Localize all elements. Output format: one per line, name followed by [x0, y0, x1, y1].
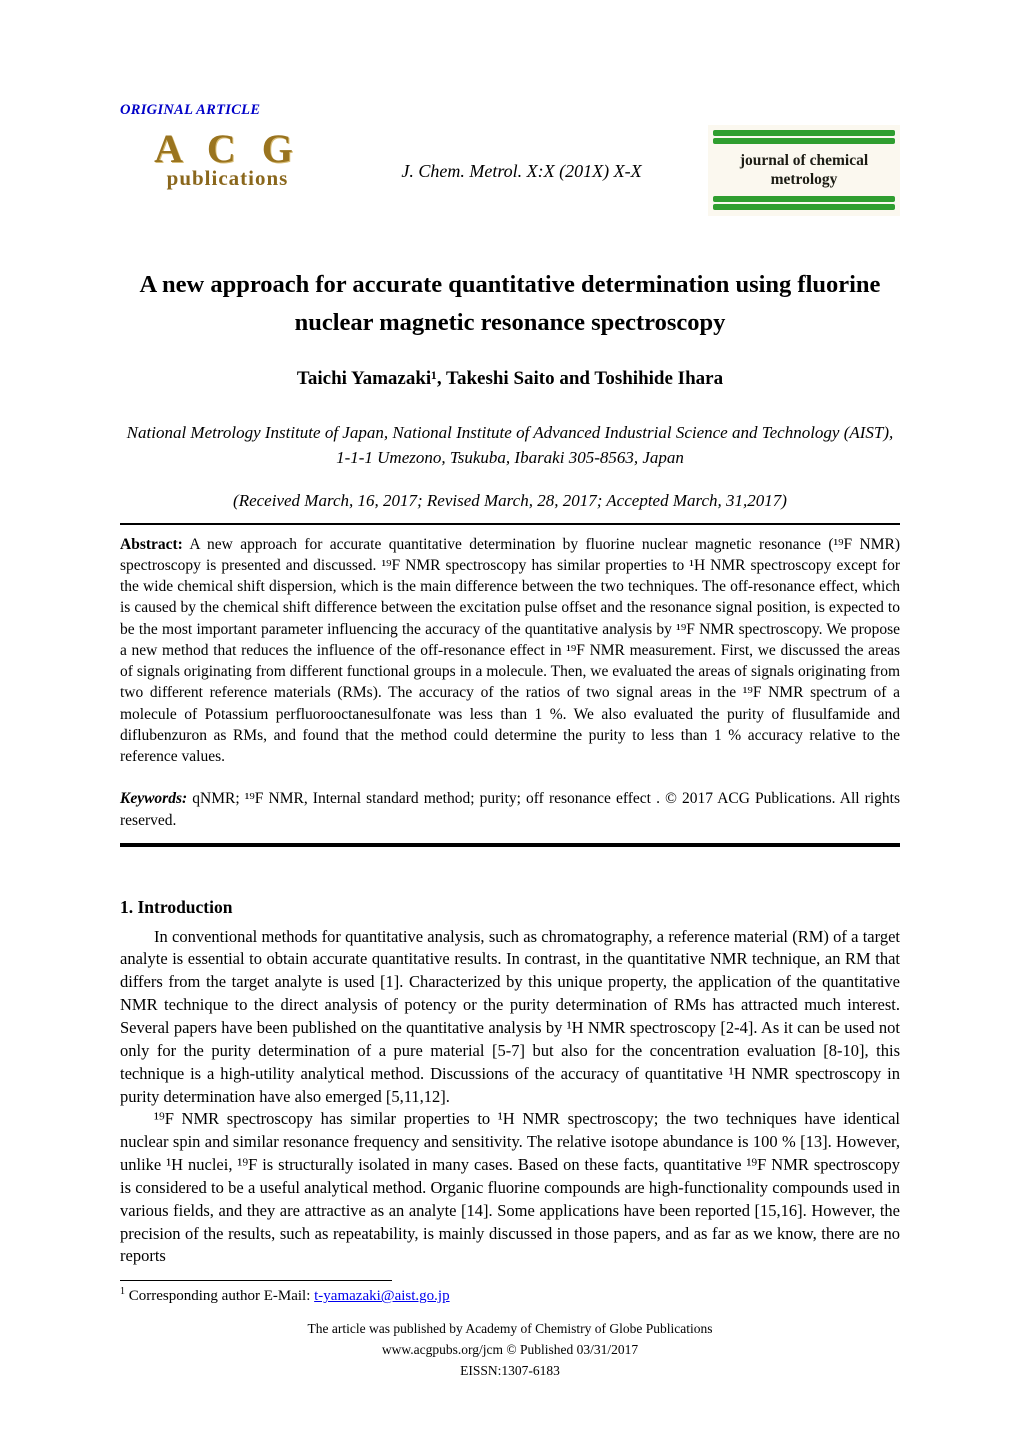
footer-line-1: The article was published by Academy of Chemistry of Globe Publications [307, 1321, 713, 1337]
footnote-text: Corresponding author E-Mail: [125, 1288, 315, 1305]
intro-paragraph-2: ¹⁹F NMR spectroscopy has similar properties to ¹H NMR spectroscopy; the two techniques have identical nuclear spin and similar resonance frequency and sensitivity. The relative isotope abundance is 100 % [13]. However, unlike ¹H nuclei, ¹⁹F is structurally isolated in many cases. Based on these facts, quantitative ¹⁹F NMR spectroscopy is considered to be a useful analytical method. Organic fluorine compounds are high-functionality compounds used in various fields, and they are attractive as an analyte [14]. Some applications have been reported [15,16]. However, the precision of the results, such as repeatability, is mainly discussed in those papers, and as far as we know, there are no reports [120, 1109, 900, 1266]
divider-thin [120, 523, 900, 525]
abstract-label: Abstract: [120, 535, 183, 553]
divider-thick [120, 843, 900, 847]
footnote-divider [120, 1280, 392, 1281]
footer-line-2: www.acgpubs.org/jcm © Published 03/31/2017 [381, 1342, 639, 1358]
green-bar-icon [713, 196, 895, 202]
abstract-text: A new approach for accurate quantitative determination by fluorine nuclear magnetic resonance (¹⁹F NMR) spectroscopy is presented and discussed. ¹⁹F NMR spectroscopy has similar properties to ¹H NMR spectroscopy except for the wide chemical shift dispersion, which is the main difference between the two techniques. The off-resonance effect, which is caused by the chemical shift difference between the excitation pulse offset and the resonance signal position, is expected to be the most important parameter influencing the accuracy of the quantitative analysis by ¹⁹F NMR spectroscopy. We propose a new method that reduces the influence of the off-resonance effect in ¹⁹F NMR measurement. First, we discussed the areas of signals originating from different functional groups in a molecule. Then, we evaluated the areas of signals originating from two different reference materials (RMs). The accuracy of the ratios of two signal areas in the ¹⁹F NMR spectrum of a molecule of Potassium perfluorooctanesulfonate was less than 1 %. We also evaluated the purity of flusulfamide and diflubenzuron as RMs, and found that the method could determine the purity to less than 1 % accuracy relative to the reference values. [120, 535, 900, 766]
acg-logo-subtitle: publications [166, 166, 289, 190]
received-revised-accepted-line: (Received March, 16, 2017; Revised March, 28, 2017; Accepted March, 31,2017) [233, 490, 787, 510]
section-heading-introduction: 1. Introduction [120, 896, 233, 917]
footnote [120, 1286, 900, 1305]
footnote-marker: 1 [120, 1286, 125, 1298]
keywords-paragraph [120, 788, 900, 831]
article-type-label: ORIGINAL ARTICLE [120, 102, 261, 118]
authors-line: Taichi Yamazaki¹, Takeshi Saito and Toshihide Ihara [296, 367, 724, 389]
journal-citation: J. Chem. Metrol. X:X (201X) X-X [401, 161, 642, 181]
keywords-text: qNMR; ¹⁹F NMR, Internal standard method; purity; off resonance effect . © 2017 ACG Publications. All rights reserved. [120, 790, 900, 829]
journal-logo-line2: metrology [770, 171, 838, 189]
acg-publications-logo [120, 125, 335, 191]
acg-logo-letters: A C G [154, 126, 301, 171]
affiliation-line: National Metrology Institute of Japan, National Institute of Advanced Industrial Science and Technology (AIST), 1-1-1 Umezono, Tsukuba, Ibaraki 305-8563, Japan [126, 422, 894, 468]
journal-logo-text [713, 146, 895, 194]
journal-logo-line1: journal of chemical [739, 152, 869, 169]
footer-line-3: EISSN:1307-6183 [460, 1363, 560, 1379]
green-bar-icon [713, 130, 895, 136]
page-footer [120, 1319, 900, 1382]
intro-paragraph-1: In conventional methods for quantitative analysis, such as chromatography, a reference material (RM) of a target analyte is essential to obtain accurate quantitative results. In contrast, in the quantitative NMR technique, an RM that differs from the target analyte is used [1]. Characterized by this unique property, the application of the quantitative NMR technique to the direct analysis of potency or the purity determination of RMs has attracted much interest. Several papers have been published on the quantitative analysis by ¹H NMR spectroscopy [2-4]. As it can be used not only for the purity determination of a pure material [5-7] but also for the concentration evaluation [8-10], this technique is a high-utility analytical method. Discussions of the accuracy of quantitative ¹H NMR spectroscopy in purity determination have also emerged [5,11,12]. [120, 926, 900, 1106]
header-logo-row [120, 125, 900, 216]
footnote-email-link[interactable]: t-yamazaki@aist.go.jp [314, 1288, 450, 1305]
paper-title: A new approach for accurate quantitative determination using fluorine nuclear magnetic resonance spectroscopy [139, 270, 881, 336]
green-bar-icon [713, 138, 895, 144]
abstract-paragraph [120, 534, 900, 768]
green-bar-icon [713, 204, 895, 210]
keywords-label: Keywords: [120, 790, 188, 808]
journal-logo [708, 125, 900, 216]
